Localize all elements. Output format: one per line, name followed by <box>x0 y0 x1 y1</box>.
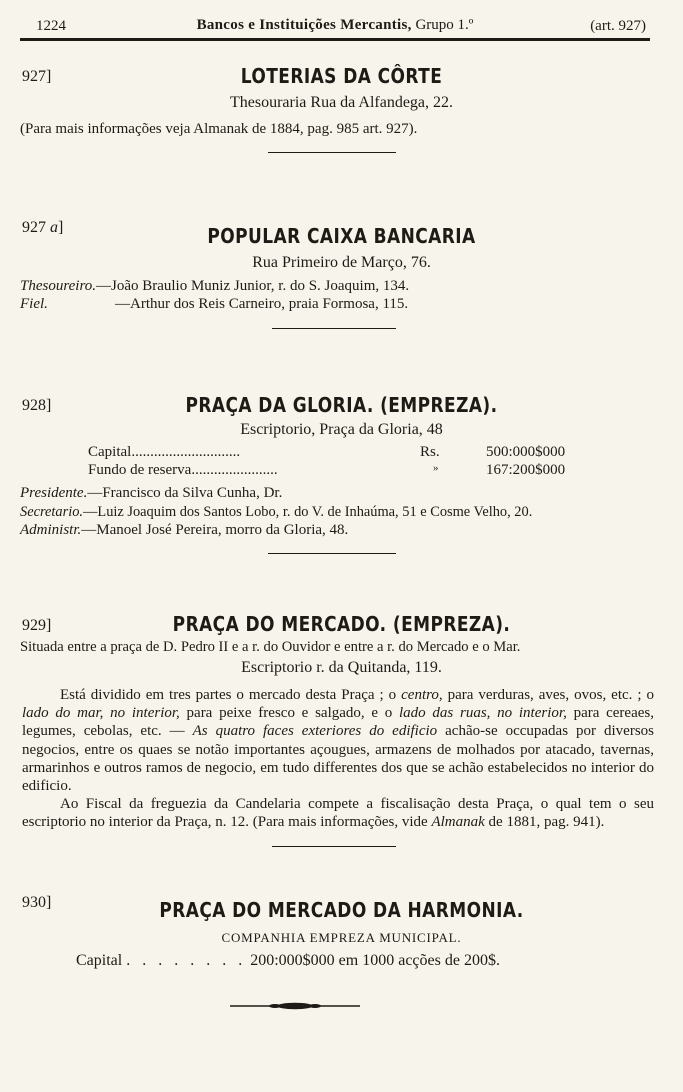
entry-title: PRAÇA DO MERCADO. (EMPREZA). <box>172 612 511 636</box>
entry-subtitle: COMPANHIA EMPREZA MUNICIPAL. <box>221 930 462 945</box>
staff-row <box>20 504 532 521</box>
staff-role: Administr. <box>20 522 82 538</box>
capital-row <box>76 952 500 970</box>
staff-text: —Luiz Joaquim dos Santos Lobo, r. do V. de Inhaúma, 51 e Cosme Velho, 20. <box>83 504 533 520</box>
finance-currency: Rs. <box>420 444 440 460</box>
description-paragraph: Ao Fiscal da freguezia da Candelaria compete a fiscalisação desta Praça, o qual tem o seu escriptorio no interior da Praça, n. 12. (Para mais informações, vide Almanak de 1881, pag. 941). <box>22 796 654 831</box>
section-divider <box>272 328 396 329</box>
staff-row <box>20 522 348 539</box>
entry-title: POPULAR CAIXA BANCARIA <box>207 224 476 248</box>
entry-number: 930] <box>22 894 52 911</box>
staff-text: —Arthur dos Reis Carneiro, praia Formosa, 115. <box>115 296 409 312</box>
capital-label: Capital <box>76 952 123 969</box>
group-label: Grupo 1.º <box>415 17 474 33</box>
page-number: 1224 <box>36 18 66 34</box>
running-title-text: Bancos e Instituições Mercantis, <box>196 17 412 33</box>
section-divider <box>268 553 396 554</box>
finance-value: 500:000$000 <box>486 444 566 460</box>
staff-text: —Francisco da Silva Cunha, Dr. <box>87 485 283 501</box>
entry-address: Escriptorio r. da Quitanda, 119. <box>241 659 442 676</box>
staff-role: Thesoureiro. <box>20 278 96 294</box>
staff-role: Secretario. <box>20 504 84 520</box>
capital-value: 200:000$000 em 1000 acções de 200$. <box>250 952 500 969</box>
entry-number: 927] <box>22 68 52 85</box>
section-divider <box>272 846 396 847</box>
capital-leader: . . . . . . . . <box>126 952 247 969</box>
entry-address: Rua Primeiro de Março, 76. <box>252 254 431 271</box>
entry-address: Thesouraria Rua da Alfandega, 22. <box>229 94 454 111</box>
entry-description <box>22 686 654 832</box>
entry-number: 927 a] <box>22 219 64 236</box>
entry-location: Situada entre a praça de D. Pedro II e a r. do Ouvidor e entre a r. do Mercado e o Mar. <box>20 639 521 655</box>
staff-row <box>20 278 409 295</box>
finance-label: Capital............................. <box>88 444 241 460</box>
entry-title: PRAÇA DA GLORIA. (EMPREZA). <box>185 393 498 417</box>
article-ref: (art. 927) <box>590 18 646 34</box>
entry-title: PRAÇA DO MERCADO DA HARMONIA. <box>159 898 524 922</box>
finance-currency: » <box>433 462 439 474</box>
entry-number: 929] <box>22 617 52 634</box>
entry-address: Escriptorio, Praça da Gloria, 48 <box>240 421 443 438</box>
staff-row <box>20 296 408 313</box>
entry-number: 928] <box>22 397 52 414</box>
staff-row <box>20 485 282 502</box>
finance-label: Fundo de reserva....................... <box>88 462 278 478</box>
page-header <box>20 14 650 41</box>
description-paragraph: Está dividido em tres partes o mercado desta Praça ; o centro, para verduras, aves, ovos, etc. ; o lado do mar, no interior, para peixe fresco e salgado, e o lado das ruas, no interior, para cereaes, legumes, cebolas, etc. — As quatro faces exteriores do edificio achão-se occupadas por diversos negocios, entre os quaes se notão importantes açougues, armazens de molhados por atacado, tavernas, armarinhos e outros ramos de negocio, em tudo differentes dos que se achão estabelecidos no interior do edificio. <box>22 687 654 795</box>
entry-title: LOTERIAS DA CÔRTE <box>240 64 443 88</box>
staff-text: —Manoel José Pereira, morro da Gloria, 48. <box>81 522 349 538</box>
staff-text: —João Braulio Muniz Junior, r. do S. Joaquim, 134. <box>95 278 410 294</box>
finance-value: 167:200$000 <box>486 462 566 478</box>
section-divider <box>268 152 396 153</box>
running-title <box>20 17 650 34</box>
closing-ornament <box>230 1000 360 1012</box>
staff-role: Presidente. <box>20 485 88 501</box>
staff-role: Fiel. <box>20 296 48 312</box>
entry-note: (Para mais informações veja Almanak de 1884, pag. 985 art. 927). <box>20 121 418 137</box>
